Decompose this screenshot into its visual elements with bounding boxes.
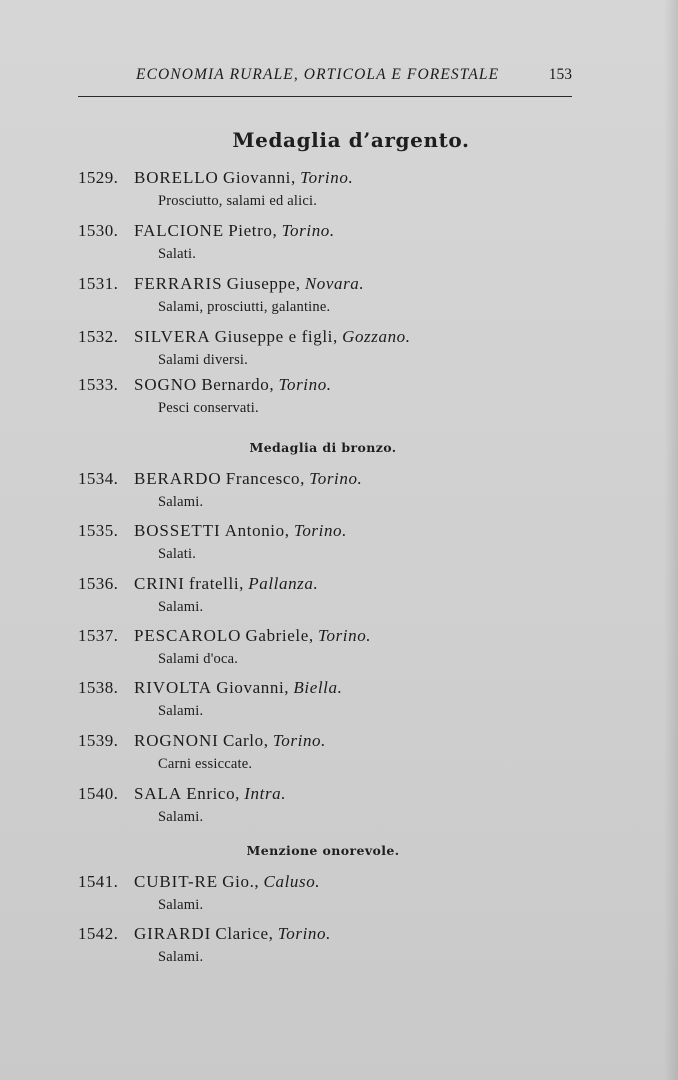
exhibitor-place: Torino. xyxy=(309,469,363,488)
exhibitor-surname: SALA xyxy=(134,784,182,803)
product-description: Pesci conservati. xyxy=(158,400,259,416)
exhibitor-given-name: Gabriele, xyxy=(245,626,314,645)
exhibitor-surname: FALCIONE xyxy=(134,221,224,240)
entry-heading xyxy=(78,574,598,598)
exhibitor-place: Torino. xyxy=(278,375,332,394)
exhibitor-surname: CRINI xyxy=(134,574,185,593)
entry-1538 xyxy=(78,678,598,720)
entry-number: 1535. xyxy=(78,521,119,540)
exhibitor-surname: BORELLO xyxy=(134,168,219,187)
entry-heading xyxy=(78,731,598,755)
entry-1534 xyxy=(78,469,598,511)
entry-1540 xyxy=(78,784,598,826)
entry-heading xyxy=(78,274,598,298)
product-description: Prosciutto, salami ed alici. xyxy=(158,193,318,209)
header-rule xyxy=(78,96,572,97)
page-edge-shadow xyxy=(664,0,678,1080)
exhibitor-surname: CUBIT-RE xyxy=(134,872,219,891)
section-title-honourable-mention: Menzione onorevole. xyxy=(246,843,400,858)
exhibitor-surname: PESCAROLO xyxy=(134,626,242,645)
running-head xyxy=(78,66,572,90)
exhibitor-given-name: Antonio, xyxy=(224,521,290,540)
exhibitor-surname: GIRARDI xyxy=(134,924,212,943)
product-description: Salami diversi. xyxy=(158,352,248,368)
entry-heading xyxy=(78,469,598,493)
entry-1529 xyxy=(78,168,598,210)
section-title-bronze-medal: Medaglia di bronzo. xyxy=(249,440,397,455)
entry-number: 1538. xyxy=(78,678,119,697)
entry-1532 xyxy=(78,327,598,369)
entry-1537 xyxy=(78,626,598,668)
exhibitor-given-name: Gio., xyxy=(222,872,260,891)
product-description: Salami. xyxy=(158,949,204,965)
entry-1542 xyxy=(78,924,598,966)
exhibitor-place: Torino. xyxy=(293,521,348,540)
exhibitor-surname: SOGNO xyxy=(134,375,198,394)
entry-number: 1541. xyxy=(78,872,119,891)
entry-heading xyxy=(78,375,598,399)
product-description: Salati. xyxy=(158,246,197,262)
exhibitor-given-name: Francesco, xyxy=(225,469,305,488)
exhibitor-place: Torino. xyxy=(300,168,354,187)
entry-number: 1540. xyxy=(78,784,119,803)
entry-number: 1539. xyxy=(78,731,119,750)
entry-1531 xyxy=(78,274,598,316)
exhibitor-place: Intra. xyxy=(244,784,287,803)
exhibitor-surname: ROGNONI xyxy=(134,731,219,750)
product-description: Salami. xyxy=(158,703,204,719)
exhibitor-surname: FERRARIS xyxy=(134,274,223,293)
exhibitor-given-name: fratelli, xyxy=(189,574,244,593)
page-number: 153 xyxy=(548,66,572,83)
exhibitor-place: Gozzano. xyxy=(342,327,411,346)
exhibitor-place: Pallanza. xyxy=(248,574,319,593)
product-description: Salami, prosciutti, galantine. xyxy=(158,299,331,315)
exhibitor-given-name: Giuseppe, xyxy=(226,274,301,293)
entry-heading xyxy=(78,678,598,702)
exhibitor-surname: RIVOLTA xyxy=(134,678,212,697)
entry-1539 xyxy=(78,731,598,773)
entry-number: 1532. xyxy=(78,327,119,346)
exhibitor-place: Biella. xyxy=(293,678,343,697)
exhibitor-given-name: Pietro, xyxy=(228,221,278,240)
product-description: Salati. xyxy=(158,546,197,562)
exhibitor-place: Novara. xyxy=(304,274,365,293)
entry-1533 xyxy=(78,375,598,417)
entry-heading xyxy=(78,168,598,192)
exhibitor-place: Torino. xyxy=(277,924,331,943)
exhibitor-given-name: Bernardo, xyxy=(201,375,275,394)
entry-heading xyxy=(78,327,598,351)
entry-number: 1533. xyxy=(78,375,119,394)
entry-number: 1536. xyxy=(78,574,119,593)
product-description: Salami. xyxy=(158,599,204,615)
entry-number: 1531. xyxy=(78,274,119,293)
entry-heading xyxy=(78,521,598,545)
running-title: ECONOMIA RURALE, ORTICOLA E FORESTALE xyxy=(136,66,500,83)
product-description: Salami. xyxy=(158,809,204,825)
exhibitor-place: Torino. xyxy=(272,731,326,750)
exhibitor-given-name: Giuseppe e figli, xyxy=(214,327,338,346)
entry-heading xyxy=(78,784,598,808)
product-description: Carni essiccate. xyxy=(158,756,253,772)
entry-heading xyxy=(78,626,598,650)
product-description: Salami. xyxy=(158,897,204,913)
exhibitor-place: Torino. xyxy=(317,626,372,645)
section-title-silver-medal: Medaglia d’argento. xyxy=(232,128,470,152)
entry-heading xyxy=(78,872,598,896)
product-description: Salami d'oca. xyxy=(158,651,239,667)
exhibitor-place: Caluso. xyxy=(263,872,321,891)
exhibitor-surname: SILVERA xyxy=(134,327,211,346)
product-description: Salami. xyxy=(158,494,204,510)
exhibitor-given-name: Giovanni, xyxy=(222,168,296,187)
entry-heading xyxy=(78,221,598,245)
entry-1535 xyxy=(78,521,598,563)
entry-number: 1529. xyxy=(78,168,119,187)
entry-1541 xyxy=(78,872,598,914)
entry-number: 1542. xyxy=(78,924,119,943)
exhibitor-surname: BERARDO xyxy=(134,469,222,488)
exhibitor-given-name: Enrico, xyxy=(186,784,241,803)
exhibitor-surname: BOSSETTI xyxy=(134,521,221,540)
entry-number: 1537. xyxy=(78,626,119,645)
entry-1536 xyxy=(78,574,598,616)
exhibitor-place: Torino. xyxy=(281,221,335,240)
entry-heading xyxy=(78,924,598,948)
exhibitor-given-name: Clarice, xyxy=(215,924,274,943)
exhibitor-given-name: Giovanni, xyxy=(216,678,290,697)
exhibitor-given-name: Carlo, xyxy=(222,731,269,750)
entry-1530 xyxy=(78,221,598,263)
entry-number: 1530. xyxy=(78,221,119,240)
entry-number: 1534. xyxy=(78,469,119,488)
